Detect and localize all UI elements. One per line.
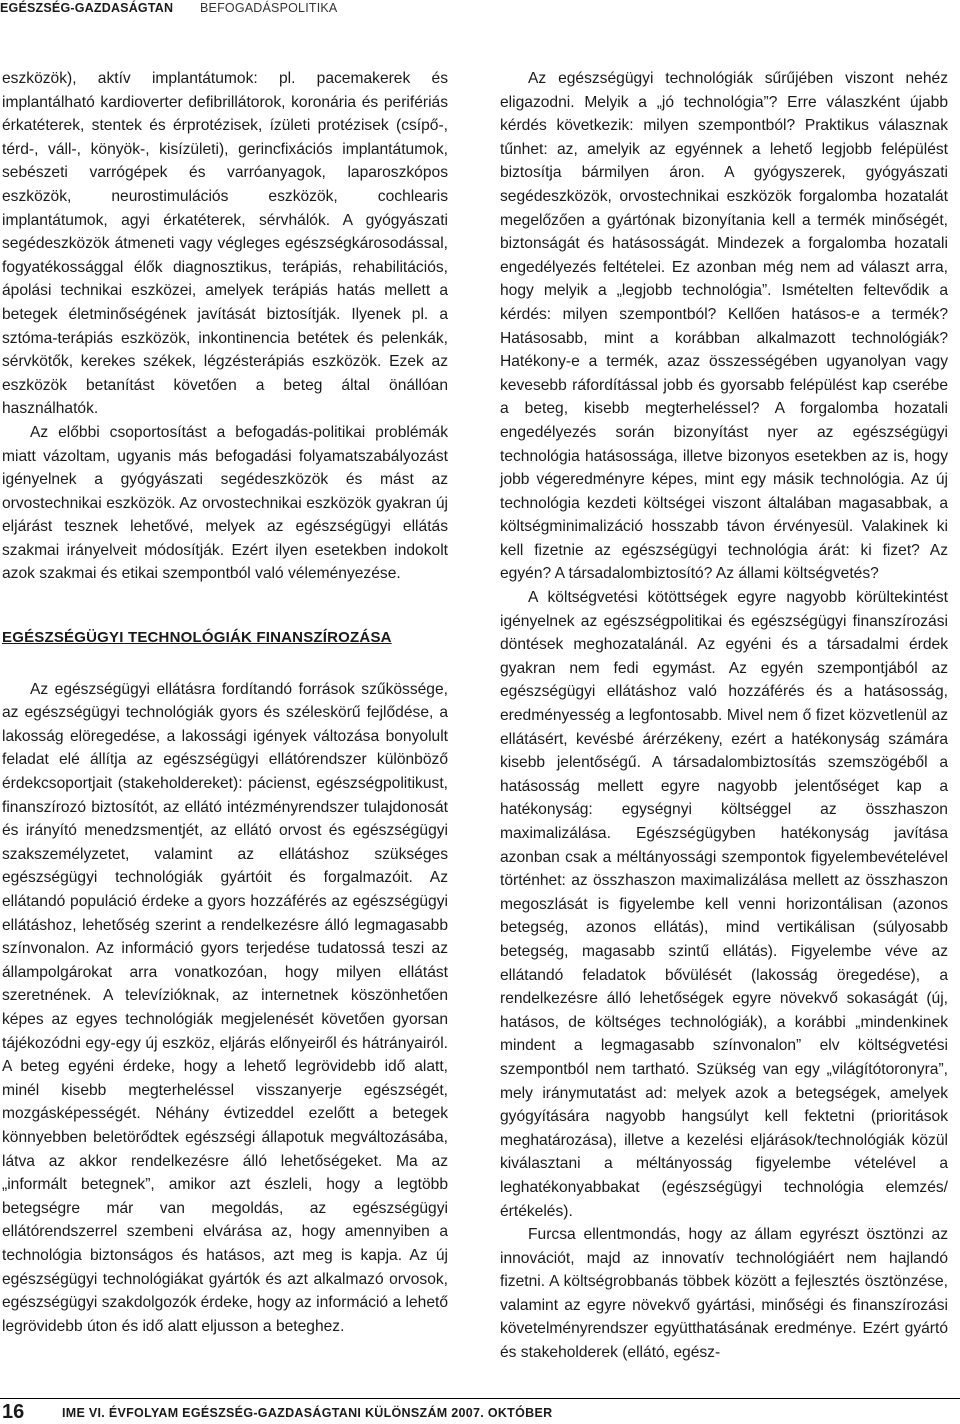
right-column [500, 67, 948, 1365]
paragraph: Az egészségügyi ellátásra fordítandó források szűkössége, az egészségügyi technológiák gyors és széleskörű fejlődése, a lakosság elöregedése, a lakossági igények változása bonyolult feladat elé állítja az egészségügyi ellátórendszer különböző érdekcsoportjait (stakeholdereket): pácienst, egészségpolitikust, finanszírozó biztosítót, az ellátó intézményrendszer tulajdonosát és irányító menedzsmentjét, az ellátó orvost és egészségügyi szakszemélyzetet, valamint az ellátáshoz szükséges egészségügyi technológiák gyártóit és forgalmazóit. Az ellátandó populáció érdeke a gyors hozzáférés az egészségügyi ellátáshoz, lehetőség szerint a rendelkezésre álló legmagasabb színvonalon. Az információ gyors terjedése tudatossá teszi az állampolgárokat arra vonatkozóan, hogy milyen ellátást szeretnének. A televízióknak, az internetnek köszönhetően képes az egyes technológiák megjelenését követően gyorsan tájékozódni egy-egy új eszköz, eljárás előnyeiről és hátrányairól. A beteg egyéni érdeke, hogy a lehető legrövidebb idő alatt, minél kisebb megterheléssel visszanyerje egészségét, mozgásképességét. Néhány évtizeddel ezelőtt a betegek könnyebben beletörődtek egészségi állapotuk megváltozásába, látva az akkor rendelkezésre álló lehetőségeket. Ma az „informált betegnek”, amikor azt észleli, hogy a legtöbb betegségre már van megoldás, az egészségügyi ellátórendszerrel szembeni elvárása az, hogy amennyiben a technológia biztonságos és hatásos, azt meg is kapja. Az új egészségügyi technológiákat gyártók és azt alkalmazó orvosok, egészségügyi szakdolgozók érdeke, hogy az információ a lehető legrövidebb úton és idő alatt eljusson a beteghez. [2, 680, 448, 1335]
paragraph: eszközök), aktív implantátumok: pl. pacemakerek és implantálható kardioverter defibrillátorok, koronária és perifériás érkatéterek, stentek és érprotézisek, ízületi protézisek (csípő-, térd-, váll-, könyök-, kisízületi), gerincfixációs implantátumok, sebészeti varrógépek és varróanyagok, laparoszkópos eszközök, neurostimulációs eszközök, cochlearis implantátumok, agyi érkatéterek, sérvhálók. A gyógyászati segédeszközök átmeneti vagy végleges egészségkárosodással, fogyatékossággal élők diagnosztikus, terápiás, rehabilitációs, ápolási technikai eszközei, amelyek terápiás hatás mellett a betegek életminőségének javítását biztosítják. Ilyenek pl. a sztóma-terápiás eszközök, inkontinencia betétek és pelenkák, sérvkötők, kerekes székek, légzésterápiás eszközök. Ezek az eszközök betanítást követően a beteg által önállóan használhatók. [2, 70, 448, 418]
paragraph: Furcsa ellentmondás, hogy az állam egyrészt ösztönzi az innovációt, majd az innovatív technológiáért nem hajlandó fizetni. A költségrobbanás többek között a fejlesztés ösztönzése, valamint az egyre növekvő gyártási, minőségi és finanszírozási követelményrendszer együtthatásának eredménye. Ezért gyártó és stakeholderek (ellátó, egész- [500, 1226, 948, 1362]
left-column [2, 67, 448, 1338]
paragraph: Az előbbi csoportosítást a befogadás-politikai problémák miatt vázoltam, ugyanis más befogadási folyamatszabályozást igényelnek a gyógyászati segédeszközök és mást az orvostechnikai eszközök. Az orvostechnikai eszközök gyakran új eljárást tesznek lehetővé, melyek az egészségügyi ellátás szakmai irányelveit módosítják. Ezért ilyen esetekben indokolt azok szakmai és etikai szempontból való véleményezése. [2, 423, 448, 583]
section-label: EGÉSZSÉG-GAZDASÁGTAN [0, 1, 174, 15]
footer-rule [0, 1398, 960, 1399]
page-number: 16 [2, 1401, 25, 1423]
paragraph: Az egészségügyi technológiák sűrűjében viszont nehéz eligazodni. Melyik a „jó technológia”? Erre válaszként újabb kérdés következik: milyen szempontból? Praktikus válasznak tűnhet: az, amelyik az egyénnek a lehető legjobb felépülést biztosítja bármilyen áron. A gyógyszerek, gyógyászati segédeszközök, orvostechnikai eszközök forgalomba hozatalát megelőzően a gyártónak bizonyítania kell a termék minőségét, biztonságát és hatásosságát. Mindezek a forgalomba hozatali engedélyezés feltételei. Ez azonban még nem ad választ arra, hogy melyik a „legjobb technológia”. Ismételten feltevődik a kérdés: milyen szempontból? Kellően hatásos-e a termék? Hatásosabb, mint a korábban alkalmazott technológiák? Hatékony-e a termék, azaz összességében ugyanolyan vagy kevesebb ráfordítással jobb és gyorsabb felépülést kap cserébe a beteg, kisebb megterheléssel? A forgalomba hozatali engedélyezés során bizonyítást nyer az egészségügyi technológia hatásossága, illetve bizonyos esetekben az is, hogy jobb végeredményre képes, mint egy másik technológia. Az új technológia kezdeti költségei viszont általában magasabbak, a költségminimalizáció hosszabb távon érvényesül. Valakinek ki kell fizetnie az egészségügyi technológia árát: ki fizet? Az egyén? A társadalombiztosító? Az állami költségvetés? [500, 70, 948, 583]
journal-info: IME VI. ÉVFOLYAM EGÉSZSÉG-GAZDASÁGTANI KÜLÖNSZÁM 2007. OKTÓBER [62, 1406, 553, 1420]
page-footer [0, 1398, 960, 1423]
running-header [0, 0, 960, 22]
subsection-label: BEFOGADÁSPOLITIKA [200, 1, 338, 15]
section-heading: EGÉSZSÉGÜGYI TECHNOLÓGIÁK FINANSZÍROZÁSA [2, 629, 392, 647]
paragraph: A költségvetési kötöttségek egyre nagyobb körültekintést igényelnek az egészségpolitikai és egészségügyi finanszírozási döntések meghozatalánál. Az egyéni és a társadalmi érdek gyakran nem fedi egymást. Az egyén szempontjából az egészségügyi ellátáshoz való hozzáférés és a hatásosság, eredményesség a legfontosabb. Mivel nem ő fizet közvetlenül az ellátásért, kevésbé árérzékeny, ezért a hatékonyság számára kisebb jelentőségű. A társadalombiztosítás szemszögéből a hatásosság mellett egyre nagyobb jelentőséget kap a hatékonyság: egységnyi költséggel az összhaszon maximalizálása. Egészségügyben hatékonyság javítása azonban csak a méltányossági szempontok figyelembevételével történhet: az összhaszon maximalizálása mellett az összhaszon megoszlását is figyelembe kell venni horizontálisan (azonos betegség, azonos ellátás), mind vertikálisan (súlyosabb betegség, magasabb szintű ellátás). Figyelembe véve az ellátandó feladatok bővülését (lakosság öregedése), a rendelkezésre álló lehetőségek egyre növekvő sokaságát (új, hatásos, de költséges technológiák), a korábbi „mindenkinek mindent a legmagasabb színvonalon” elv költségvetési szempontból nem tartható. Szükség van egy „világítótoronyra”, mely iránymutatást ad: melyek azok a betegségek, amelyek gyógyítására nagyobb hangsúlyt kell fektetni (prioritások meghatározása), illetve a kezelési eljárások/technológiák közül kiválasztani a méltányosság figyelembe vételével a leghatékonyabbakat (egészségügyi technológia elemzés/értékelés). [500, 589, 948, 1220]
